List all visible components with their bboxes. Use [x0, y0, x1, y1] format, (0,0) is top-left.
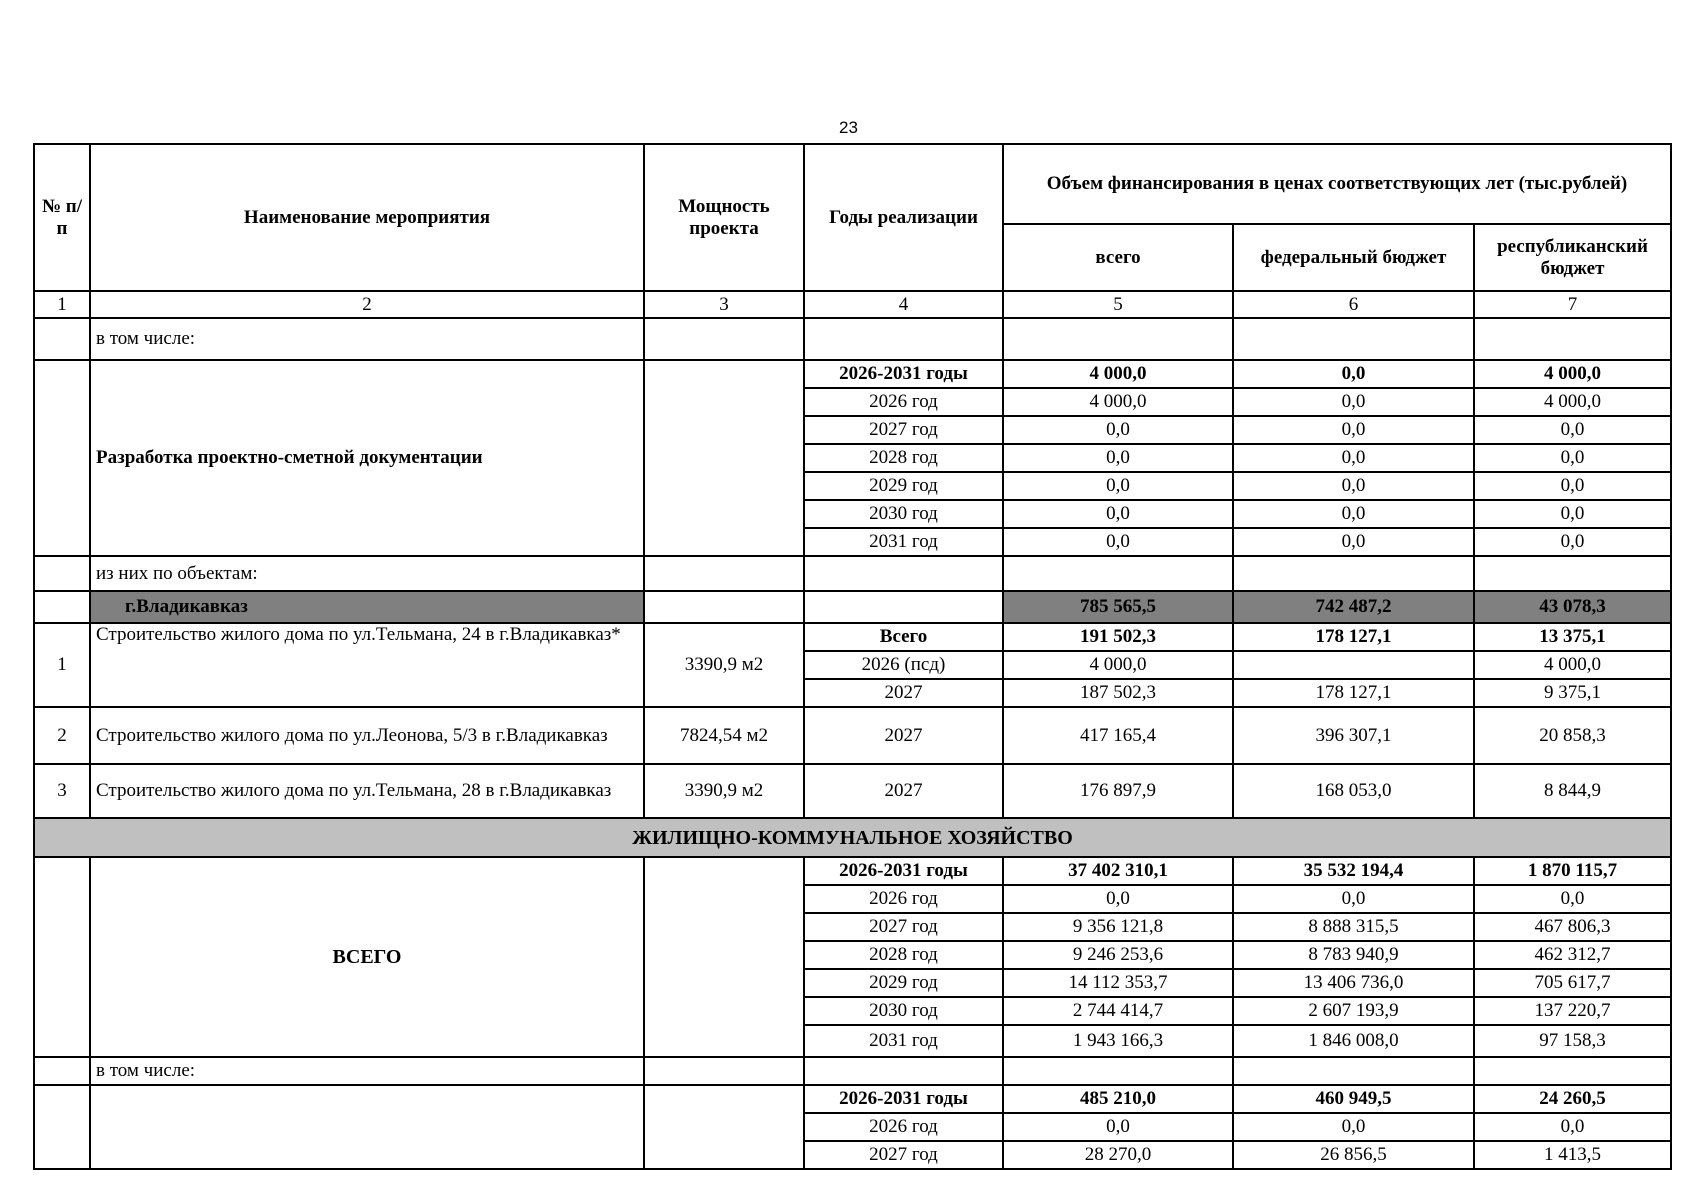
total-cell: 417 165,4 [1003, 707, 1233, 764]
federal-cell: 178 127,1 [1233, 623, 1474, 651]
object-number: 2 [34, 707, 90, 764]
in-total-row [34, 1057, 1671, 1085]
republic-cell: 0,0 [1474, 472, 1671, 500]
year-cell: 2031 год [804, 528, 1003, 556]
object-name: Строительство жилого дома по ул.Леонова, 5/3 в г.Владикавказ [90, 707, 644, 764]
total-cell: 0,0 [1003, 885, 1233, 913]
header-republic: республиканский бюджет [1474, 224, 1671, 291]
year-cell: 2026-2031 годы [804, 360, 1003, 388]
design-docs-name: Разработка проектно-сметной документации [90, 360, 644, 556]
object-number: 3 [34, 764, 90, 818]
republic-cell: 0,0 [1474, 885, 1671, 913]
republic-cell: 9 375,1 [1474, 679, 1671, 707]
in-total-label: в том числе: [90, 318, 644, 360]
year-cell: 2026 год [804, 885, 1003, 913]
year-cell: 2026 год [804, 388, 1003, 416]
city-republic: 43 078,3 [1474, 591, 1671, 623]
header-years: Годы реализации [804, 144, 1003, 291]
year-cell: 2031 год [804, 1025, 1003, 1057]
city-federal: 742 487,2 [1233, 591, 1474, 623]
total-cell: 0,0 [1003, 1113, 1233, 1141]
object-row [34, 623, 1671, 651]
federal-cell: 2 607 193,9 [1233, 997, 1474, 1025]
republic-cell: 1 870 115,7 [1474, 857, 1671, 885]
design-docs-row [34, 360, 1671, 388]
total-cell: 4 000,0 [1003, 360, 1233, 388]
federal-cell: 13 406 736,0 [1233, 969, 1474, 997]
total-cell: 4 000,0 [1003, 388, 1233, 416]
republic-cell: 20 858,3 [1474, 707, 1671, 764]
year-cell: 2029 год [804, 969, 1003, 997]
header-no: № п/п [34, 144, 90, 291]
federal-cell [1233, 651, 1474, 679]
in-total-row [34, 318, 1671, 360]
column-number: 1 [34, 291, 90, 318]
column-number: 4 [804, 291, 1003, 318]
federal-cell: 460 949,5 [1233, 1085, 1474, 1113]
header-row-1 [34, 144, 1671, 224]
federal-cell: 0,0 [1233, 885, 1474, 913]
object-capacity: 7824,54 м2 [644, 707, 804, 764]
year-cell: 2026-2031 годы [804, 857, 1003, 885]
object-capacity: 3390,9 м2 [644, 764, 804, 818]
year-cell: 2026 (псд) [804, 651, 1003, 679]
column-number: 3 [644, 291, 804, 318]
republic-cell: 4 000,0 [1474, 360, 1671, 388]
city-total: 785 565,5 [1003, 591, 1233, 623]
republic-cell: 467 806,3 [1474, 913, 1671, 941]
by-objects-row [34, 556, 1671, 591]
year-cell: 2027 [804, 679, 1003, 707]
federal-cell: 26 856,5 [1233, 1141, 1474, 1169]
object-row [34, 707, 1671, 764]
object-number: 1 [34, 623, 90, 707]
total-cell: 2 744 414,7 [1003, 997, 1233, 1025]
federal-cell: 1 846 008,0 [1233, 1025, 1474, 1057]
total-cell: 0,0 [1003, 528, 1233, 556]
republic-cell: 0,0 [1474, 416, 1671, 444]
total-cell: 187 502,3 [1003, 679, 1233, 707]
total-cell: 0,0 [1003, 444, 1233, 472]
federal-cell: 0,0 [1233, 388, 1474, 416]
header-federal: федеральный бюджет [1233, 224, 1474, 291]
header-financing: Объем финансирования в ценах соответствующих лет (тыс.рублей) [1003, 144, 1671, 224]
year-cell: 2030 год [804, 997, 1003, 1025]
total-cell: 176 897,9 [1003, 764, 1233, 818]
object-name: Строительство жилого дома по ул.Тельмана, 28 в г.Владикавказ [90, 764, 644, 818]
year-cell: 2027 год [804, 416, 1003, 444]
republic-cell: 0,0 [1474, 500, 1671, 528]
federal-cell: 0,0 [1233, 416, 1474, 444]
federal-cell: 0,0 [1233, 500, 1474, 528]
total-cell: 9 246 253,6 [1003, 941, 1233, 969]
column-number: 6 [1233, 291, 1474, 318]
republic-cell: 1 413,5 [1474, 1141, 1671, 1169]
year-cell: 2027 год [804, 1141, 1003, 1169]
federal-cell: 168 053,0 [1233, 764, 1474, 818]
federal-cell: 178 127,1 [1233, 679, 1474, 707]
total-cell: 191 502,3 [1003, 623, 1233, 651]
financing-table [33, 143, 1672, 1170]
republic-cell: 8 844,9 [1474, 764, 1671, 818]
total-cell: 0,0 [1003, 416, 1233, 444]
year-cell: 2027 [804, 764, 1003, 818]
year-cell: 2026-2031 годы [804, 1085, 1003, 1113]
year-cell: 2028 год [804, 941, 1003, 969]
federal-cell: 0,0 [1233, 444, 1474, 472]
year-cell: 2026 год [804, 1113, 1003, 1141]
by-objects-label: из них по объектам: [90, 556, 644, 591]
year-cell: 2029 год [804, 472, 1003, 500]
federal-cell: 0,0 [1233, 528, 1474, 556]
republic-cell: 705 617,7 [1474, 969, 1671, 997]
column-number: 5 [1003, 291, 1233, 318]
city-name: г.Владикавказ [90, 591, 644, 623]
republic-cell: 0,0 [1474, 1113, 1671, 1141]
total-cell: 0,0 [1003, 472, 1233, 500]
total-cell: 37 402 310,1 [1003, 857, 1233, 885]
object-row [34, 764, 1671, 818]
grand-total-name: ВСЕГО [90, 857, 644, 1057]
federal-cell: 35 532 194,4 [1233, 857, 1474, 885]
republic-cell: 0,0 [1474, 444, 1671, 472]
total-cell: 28 270,0 [1003, 1141, 1233, 1169]
federal-cell: 396 307,1 [1233, 707, 1474, 764]
in-total-label: в том числе: [90, 1057, 644, 1085]
total-cell: 4 000,0 [1003, 651, 1233, 679]
republic-cell: 137 220,7 [1474, 997, 1671, 1025]
object-name: Строительство жилого дома по ул.Тельмана, 24 в г.Владикавказ* [90, 623, 644, 707]
column-numbers-row [34, 291, 1671, 318]
federal-cell: 0,0 [1233, 1113, 1474, 1141]
section-row [34, 818, 1671, 857]
city-row [34, 591, 1671, 623]
republic-cell: 4 000,0 [1474, 388, 1671, 416]
year-cell: 2027 [804, 707, 1003, 764]
federal-cell: 8 783 940,9 [1233, 941, 1474, 969]
republic-cell: 13 375,1 [1474, 623, 1671, 651]
header-name: Наименование мероприятия [90, 144, 644, 291]
grand-total-row [34, 857, 1671, 885]
republic-cell: 462 312,7 [1474, 941, 1671, 969]
republic-cell: 24 260,5 [1474, 1085, 1671, 1113]
federal-cell: 0,0 [1233, 360, 1474, 388]
republic-cell: 4 000,0 [1474, 651, 1671, 679]
federal-cell: 8 888 315,5 [1233, 913, 1474, 941]
page-number: 23 [839, 118, 858, 137]
column-number: 2 [90, 291, 644, 318]
year-cell: 2030 год [804, 500, 1003, 528]
total-cell: 0,0 [1003, 500, 1233, 528]
federal-cell: 0,0 [1233, 472, 1474, 500]
year-cell: Всего [804, 623, 1003, 651]
republic-cell: 97 158,3 [1474, 1025, 1671, 1057]
total-cell: 9 356 121,8 [1003, 913, 1233, 941]
last-block-row [34, 1085, 1671, 1113]
column-number: 7 [1474, 291, 1671, 318]
header-total: всего [1003, 224, 1233, 291]
total-cell: 1 943 166,3 [1003, 1025, 1233, 1057]
total-cell: 485 210,0 [1003, 1085, 1233, 1113]
object-capacity: 3390,9 м2 [644, 623, 804, 707]
year-cell: 2027 год [804, 913, 1003, 941]
section-title: ЖИЛИЩНО-КОММУНАЛЬНОЕ ХОЗЯЙСТВО [34, 818, 1671, 857]
total-cell: 14 112 353,7 [1003, 969, 1233, 997]
year-cell: 2028 год [804, 444, 1003, 472]
republic-cell: 0,0 [1474, 528, 1671, 556]
header-capacity: Мощность проекта [644, 144, 804, 291]
